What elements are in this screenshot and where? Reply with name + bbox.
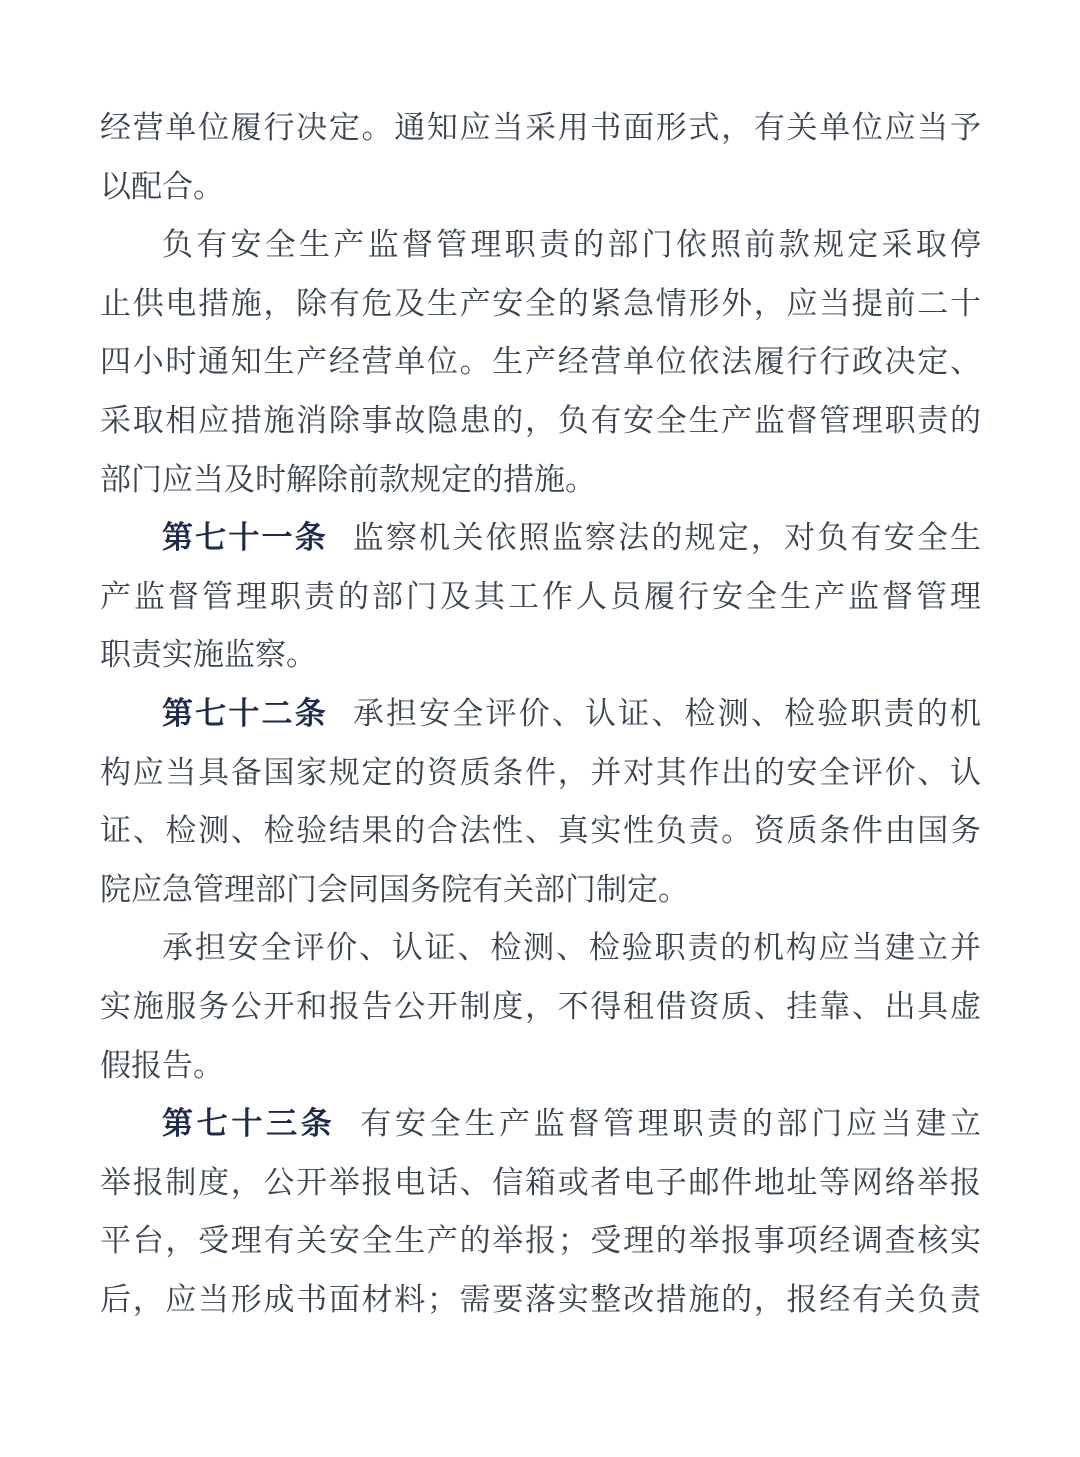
line-text: 后，应当形成书面材料；需要落实整改措施的，报经有关负责 — [100, 1281, 981, 1317]
line-text: 负有安全生产监督管理职责的部门依照前款规定采取停 — [162, 227, 981, 263]
line-text: 假报告。 — [100, 1047, 224, 1083]
document-line — [100, 451, 981, 510]
line-text: 证、检测、检验结果的合法性、真实性负责。资质条件由国务 — [100, 813, 981, 849]
document-line — [100, 861, 981, 920]
document-line — [100, 802, 981, 861]
document-line — [100, 744, 981, 803]
document-line-article-73 — [100, 1095, 981, 1154]
document-line-article-71 — [100, 509, 981, 568]
document-line — [100, 158, 981, 217]
line-text: 采取相应措施消除事故隐患的，负有安全生产监督管理职责的 — [100, 402, 981, 438]
line-text: 监察机关依照监察法的规定，对负有安全生 — [352, 520, 981, 556]
document-line-article-72 — [100, 685, 981, 744]
document-line — [100, 919, 981, 978]
document-line — [100, 1037, 981, 1096]
document-line — [100, 1271, 981, 1330]
document-line — [100, 978, 981, 1037]
article-number: 第七十三条 — [162, 1106, 336, 1142]
line-text: 平台，受理有关安全生产的举报；受理的举报事项经调查核实 — [100, 1223, 981, 1259]
line-text: 产监督管理职责的部门及其工作人员履行安全生产监督管理 — [100, 578, 981, 614]
line-text: 部门应当及时解除前款规定的措施。 — [100, 461, 596, 497]
line-text: 承担安全评价、认证、检测、检验职责的机构应当建立并 — [162, 930, 981, 966]
line-text: 职责实施监察。 — [100, 637, 317, 673]
document-line — [100, 392, 981, 451]
line-text: 经营单位履行决定。通知应当采用书面形式，有关单位应当予 — [100, 110, 981, 145]
line-text: 四小时通知生产经营单位。生产经营单位依法履行行政决定、 — [100, 344, 981, 380]
line-text: 院应急管理部门会同国务院有关部门制定。 — [100, 871, 689, 907]
line-text: 举报制度，公开举报电话、信箱或者电子邮件地址等网络举报 — [100, 1164, 981, 1200]
document-line — [100, 275, 981, 334]
document-line — [100, 333, 981, 392]
line-text: 以配合。 — [100, 168, 224, 204]
line-text: 构应当具备国家规定的资质条件，并对其作出的安全评价、认 — [100, 754, 981, 790]
line-text: 止供电措施，除有危及生产安全的紧急情形外，应当提前二十 — [100, 285, 981, 321]
line-text: 有安全生产监督管理职责的部门应当建立 — [360, 1106, 981, 1142]
article-number: 第七十二条 — [162, 695, 328, 731]
document-line — [100, 1212, 981, 1271]
document-line — [100, 216, 981, 275]
document-line — [100, 626, 981, 685]
document-line — [100, 568, 981, 627]
document-text-block — [100, 99, 981, 1329]
line-text: 承担安全评价、认证、检测、检验职责的机 — [352, 695, 981, 731]
article-number: 第七十一条 — [162, 520, 328, 556]
line-text: 实施服务公开和报告公开制度，不得租借资质、挂靠、出具虚 — [100, 988, 981, 1024]
document-line — [100, 99, 981, 158]
document-line — [100, 1154, 981, 1213]
